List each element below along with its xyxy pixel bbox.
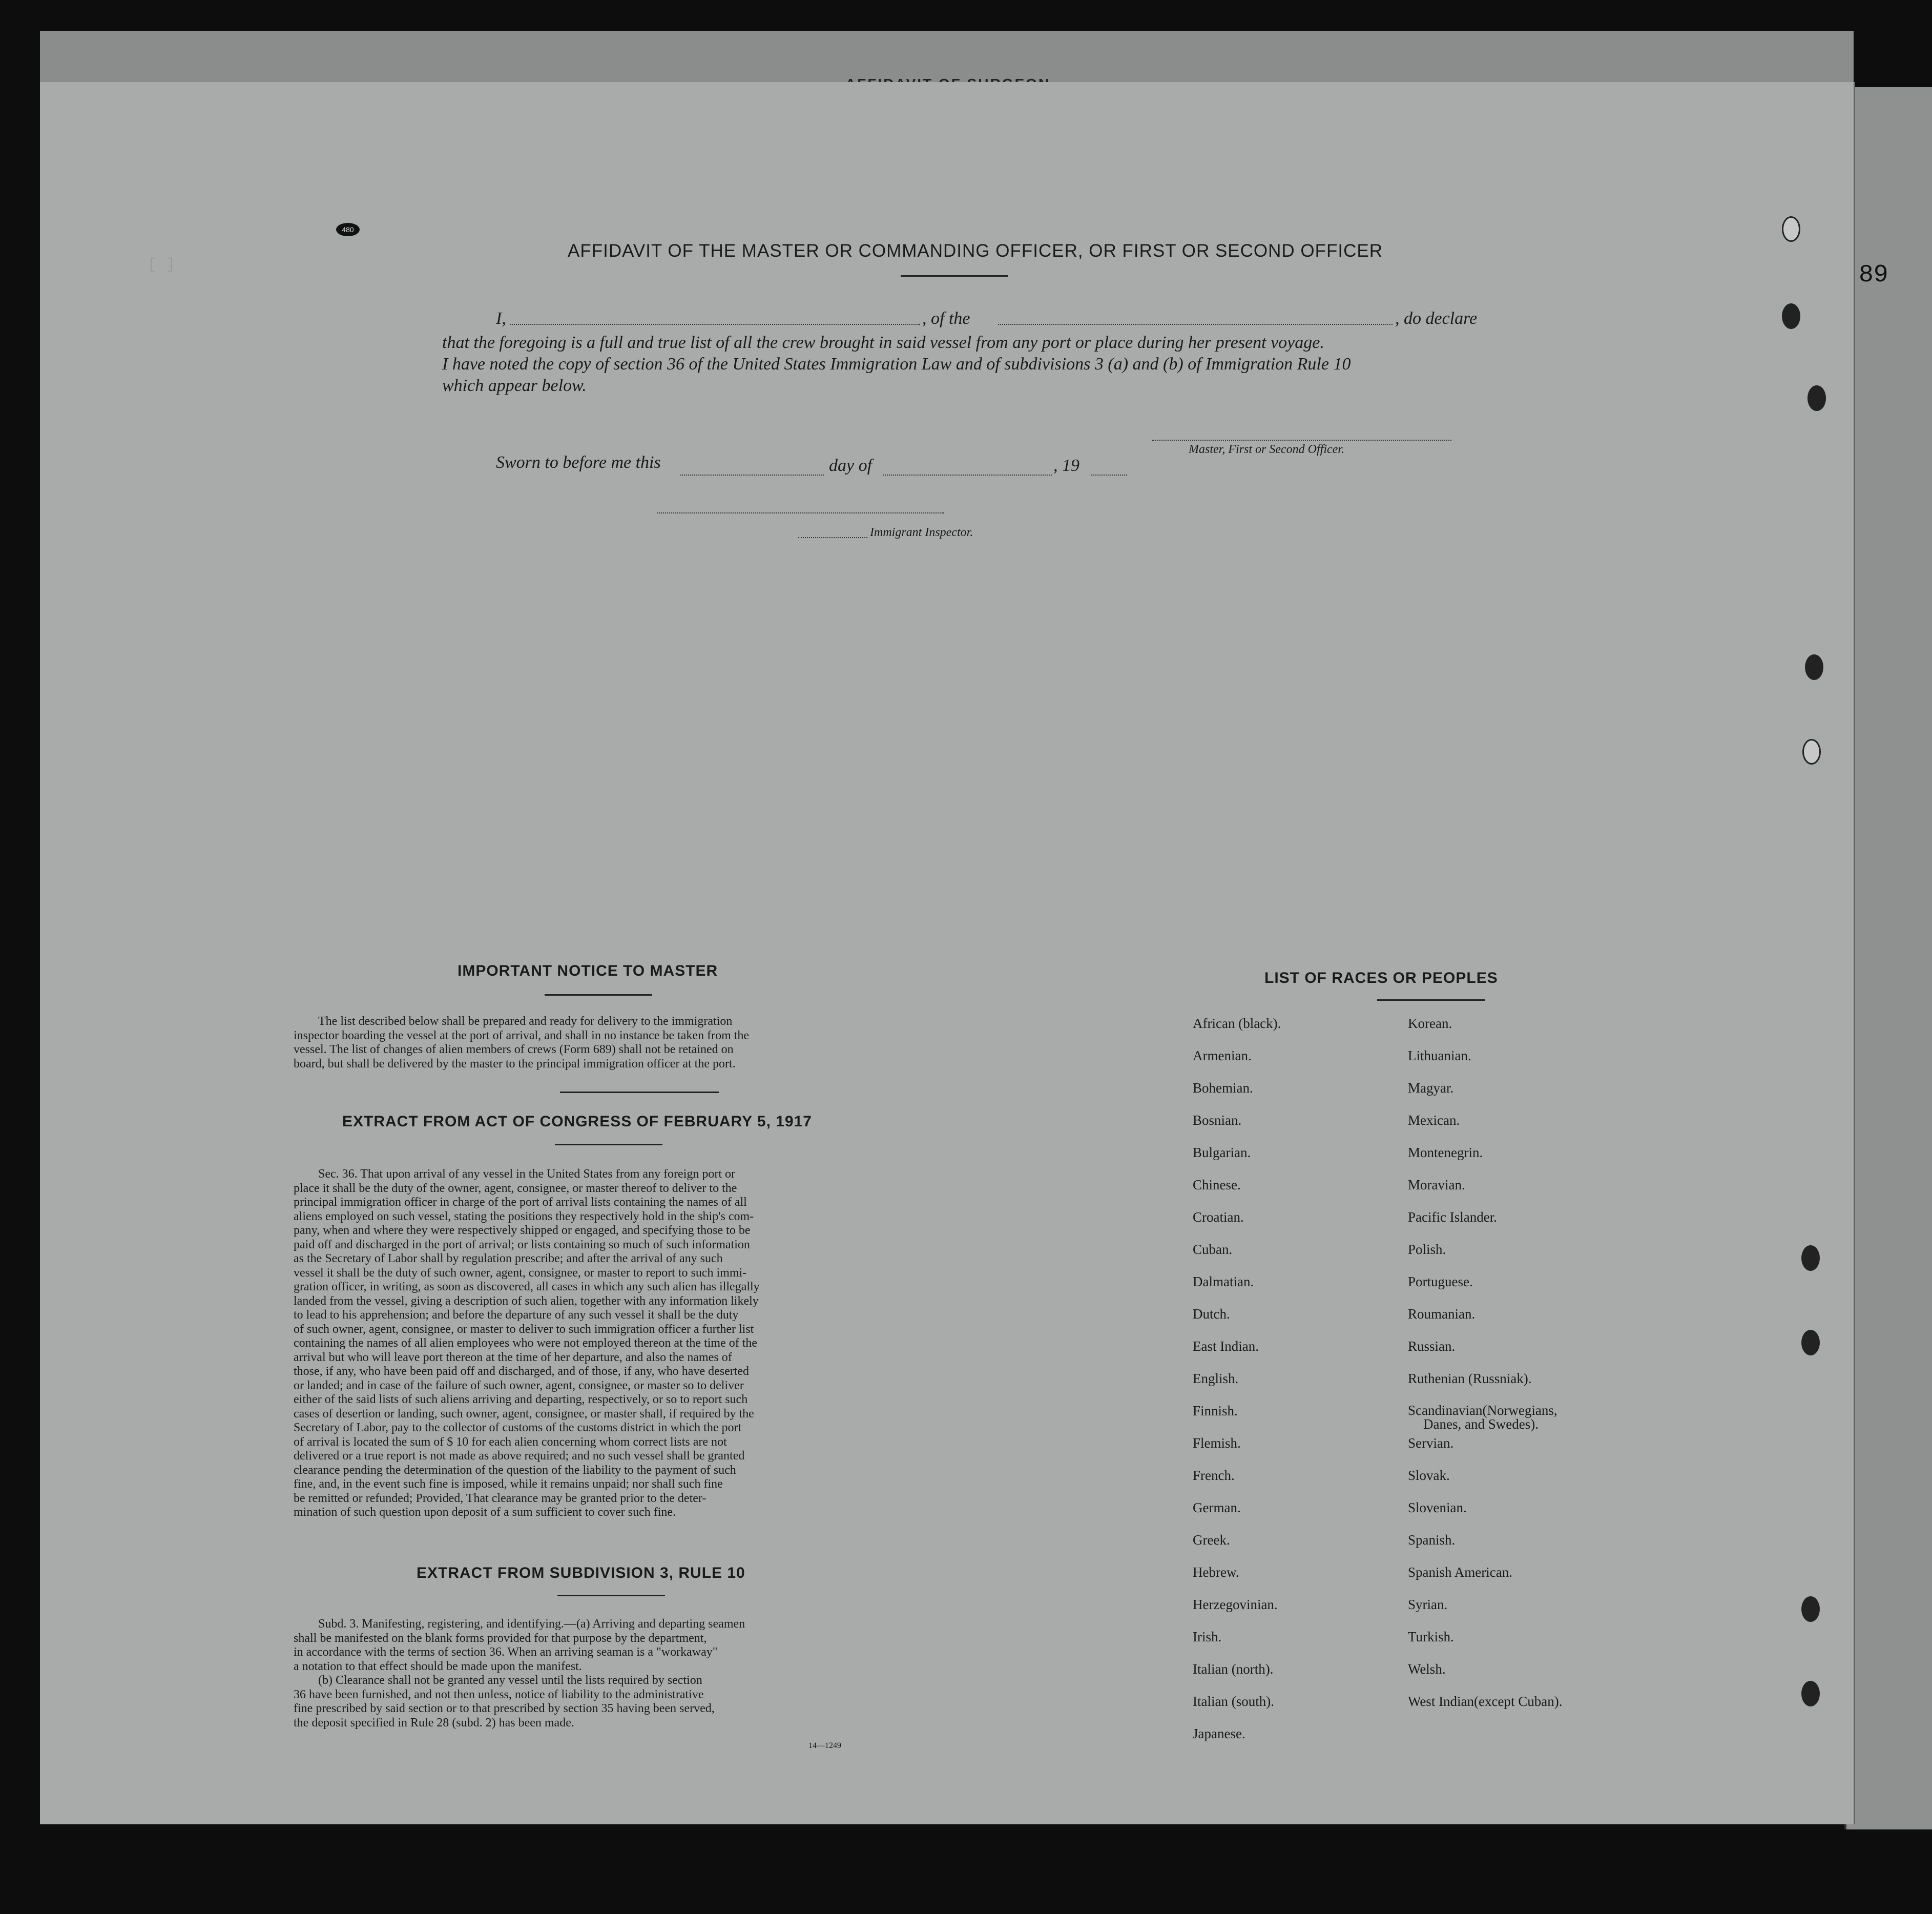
race-item: African (black). [1193,1016,1281,1031]
race-item: French. [1193,1468,1235,1483]
rule-line: (b) Clearance shall not be granted any vessel until the lists required by section [318,1674,702,1687]
title-underline [901,275,1008,277]
race-item: Syrian. [1408,1597,1448,1612]
rule-line: in accordance with the terms of section 36. When an arriving seaman is a "workaway" [294,1645,718,1659]
declarant-name-field[interactable] [510,324,920,325]
act-line: be remitted or refunded; Provided, That clearance may be granted prior to the deter- [294,1491,707,1505]
race-item: Bohemian. [1193,1080,1253,1096]
rule-body [294,1617,944,1730]
sworn-label: Sworn to before me this [496,453,661,472]
race-item-continuation: Danes, and Swedes). [1423,1416,1539,1432]
rule-line: the deposit specified in Rule 28 (subd. 2) has been made. [294,1716,574,1730]
race-item: East Indian. [1193,1339,1259,1354]
act-line: delivered or a true report is not made as above required; and no such vessel shall be granted [294,1449,745,1463]
binder-hole [1808,385,1826,411]
race-item: Lithuanian. [1408,1048,1471,1063]
act-line: or landed; and in case of the failure of such owner, agent, consignee, or master so to deliver [294,1378,744,1392]
race-item: Montenegrin. [1408,1145,1483,1160]
declaration-i-label: I, [496,309,506,328]
binder-hole [1802,739,1821,765]
race-item: Servian. [1408,1435,1454,1451]
act-line: Sec. 36. That upon arrival of any vessel in the United States from any foreign port or [318,1167,736,1181]
binder-hole [1805,654,1823,680]
race-item: Flemish. [1193,1435,1241,1451]
race-item: Croatian. [1193,1209,1244,1225]
race-item: Russian. [1408,1339,1456,1354]
document-page [40,82,1855,1824]
page-stamp: 480 [336,223,360,236]
notice-line: board, but shall be delivered by the master to the principal immigration officer at the port. [294,1057,736,1071]
bleed-through-mark: [ ] [148,256,176,274]
race-item: Spanish American. [1408,1565,1512,1580]
of-the-label: , of the [922,309,970,328]
act-line: cases of desertion or landing, such owner, agent, consignee, or master shall, if required by the [294,1407,754,1421]
act-line: arrival but who will leave port thereon at the time of her departure, and also the names of [294,1350,732,1364]
underlying-sheet-right [1844,87,1932,1829]
act-line: paid off and discharged in the port of arrival; or lists containing so much of such information [294,1238,750,1251]
race-item: Mexican. [1408,1113,1460,1128]
race-item: Korean. [1408,1016,1452,1031]
declaration-line-4: which appear below. [442,376,587,395]
race-item: Ruthenian (Russniak). [1408,1371,1532,1386]
race-item: Bulgarian. [1193,1145,1251,1160]
race-item: Dalmatian. [1193,1274,1254,1289]
act-line: gration officer, in writing, as soon as discovered, all cases in which any such alien has illegally [294,1280,760,1293]
rule-line: fine prescribed by said section or to that prescribed by section 35 having been served, [294,1702,715,1715]
race-item: Dutch. [1193,1306,1230,1322]
rule-line: Subd. 3. Manifesting, registering, and identifying.—(a) Arriving and departing seamen [318,1617,745,1631]
binder-hole [1801,1681,1820,1706]
sworn-year-field[interactable] [1091,475,1127,476]
race-item: Bosnian. [1193,1113,1242,1128]
race-item: Scandinavian(Norwegians, [1408,1403,1557,1418]
act-underline [555,1144,662,1145]
sworn-day-field[interactable] [680,475,824,476]
year-label: , 19 [1053,456,1079,475]
race-item: English. [1193,1371,1239,1386]
inspector-lead-dots [798,537,867,538]
do-declare-label: , do declare [1395,309,1478,328]
act-line: principal immigration officer in charge of the port of arrival lists containing the names of all [294,1196,747,1209]
rule-line: shall be manifested on the blank forms provided for that purpose by the department, [294,1631,707,1645]
race-item: Spanish. [1408,1532,1456,1548]
act-line: aliens employed on such vessel, stating the positions they respectively hold in the ship's com- [294,1209,754,1223]
notice-line: vessel. The list of changes of alien members of crews (Form 689) shall not be retained on [294,1043,734,1056]
vessel-name-field[interactable] [998,324,1393,325]
declaration-line-2: that the foregoing is a full and true list of all the crew brought in said vessel from any port or place during her present voyage. [442,333,1324,352]
race-item: Magyar. [1408,1080,1454,1096]
day-of-label: day of [829,456,872,475]
act-line: Secretary of Labor, pay to the collector of customs of the customs district in which the port [294,1421,742,1434]
race-item: Turkish. [1408,1629,1454,1644]
notice-line: inspector boarding the vessel at the port of arrival, and shall in no instance be taken from the [294,1028,750,1042]
race-item: Japanese. [1193,1726,1245,1741]
declaration-line-3: I have noted the copy of section 36 of the United States Immigration Law and of subdivisions 3 (a) and (b) of Immigration Rule 10 [442,355,1351,374]
form-number: 14—1249 [808,1741,841,1750]
act-line: as the Secretary of Labor shall by regulation prescribe; and after the arrival of any such [294,1252,723,1265]
race-item: Irish. [1193,1629,1222,1644]
notice-underline [545,994,652,996]
race-item: German. [1193,1500,1241,1515]
master-caption: Master, First or Second Officer. [1189,443,1344,456]
race-item: Polish. [1408,1242,1446,1257]
act-line: of arrival is located the sum of $ 10 for each alien concerning whom correct lists are not [294,1435,727,1449]
affidavit-title: AFFIDAVIT OF THE MASTER OR COMMANDING OFFICER, OR FIRST OR SECOND OFFICER [568,241,1383,261]
races-underline [1377,999,1485,1001]
race-item: Pacific Islander. [1408,1209,1497,1225]
binder-hole [1782,303,1800,329]
act-line: landed from the vessel, giving a description of such alien, together with any information likely [294,1294,759,1308]
race-item: Slovak. [1408,1468,1450,1483]
act-line: vessel it shall be the duty of such owner, agent, consignee, or master to report to such immi- [294,1266,747,1280]
race-item: Finnish. [1193,1403,1238,1418]
inspector-signature-field[interactable] [657,512,944,513]
act-line: pany, when and where they were respectively shipped or engaged, and specifying those to be [294,1224,751,1237]
race-item: Herzegovinian. [1193,1597,1278,1612]
act-line: place it shall be the duty of the owner, agent, consignee, or master thereof to deliver to the [294,1181,737,1195]
race-item: Armenian. [1193,1048,1252,1063]
act-line: fine, and, in the event such fine is imposed, while it remains unpaid; nor shall such fine [294,1477,723,1491]
rule-line: 36 have been furnished, and not then unless, notice of liability to the administrative [294,1687,704,1701]
race-item: Moravian. [1408,1177,1465,1192]
act-line: clearance pending the determination of the question of the liability to the payment of such [294,1463,736,1477]
race-item: Chinese. [1193,1177,1241,1192]
act-line: of such owner, agent, consignee, or master to deliver to such immigration officer a further list [294,1322,754,1336]
sworn-month-field[interactable] [883,475,1052,476]
binder-hole [1801,1330,1820,1355]
rule-line: a notation to that effect should be made upon the manifest. [294,1659,582,1673]
notice-divider [560,1092,719,1093]
notice-body [294,1015,944,1071]
race-item: West Indian(except Cuban). [1408,1694,1563,1709]
act-body [294,1167,944,1520]
master-signature-field[interactable] [1152,440,1451,441]
act-line: those, if any, who have been paid off and discharged, and of those, if any, who have deserted [294,1365,750,1378]
race-item: Welsh. [1408,1661,1446,1677]
act-line: to lead to his apprehension; and before the departure of any such vessel it shall be the duty [294,1308,739,1322]
races-title: LIST OF RACES OR PEOPLES [1264,970,1498,986]
race-item: Italian (south). [1193,1694,1274,1709]
notice-title: IMPORTANT NOTICE TO MASTER [458,962,718,979]
act-line: mination of such question upon deposit of a sum sufficient to cover such fine. [294,1506,676,1519]
notice-line: The list described below shall be prepared and ready for delivery to the immigration [318,1015,733,1028]
race-item: Cuban. [1193,1242,1233,1257]
rule-underline [557,1595,665,1596]
race-item: Italian (north). [1193,1661,1274,1677]
race-item: Greek. [1193,1532,1230,1548]
act-line: containing the names of all alien employees who were not employed thereon at the time of the [294,1336,758,1350]
underlying-page-number: 89 [1859,261,1888,289]
race-item: Portuguese. [1408,1274,1473,1289]
race-item: Roumanian. [1408,1306,1476,1322]
binder-hole [1801,1596,1820,1622]
race-item: Slovenian. [1408,1500,1467,1515]
binder-hole [1801,1245,1820,1271]
race-item: Hebrew. [1193,1565,1239,1580]
inspector-caption: Immigrant Inspector. [870,526,973,539]
act-title: EXTRACT FROM ACT OF CONGRESS OF FEBRUARY 5, 1917 [342,1113,812,1130]
binder-hole [1782,216,1800,242]
rule-title: EXTRACT FROM SUBDIVISION 3, RULE 10 [417,1565,745,1581]
act-line: either of the said lists of such aliens arriving and departing, respectively, or so to report such [294,1393,748,1406]
